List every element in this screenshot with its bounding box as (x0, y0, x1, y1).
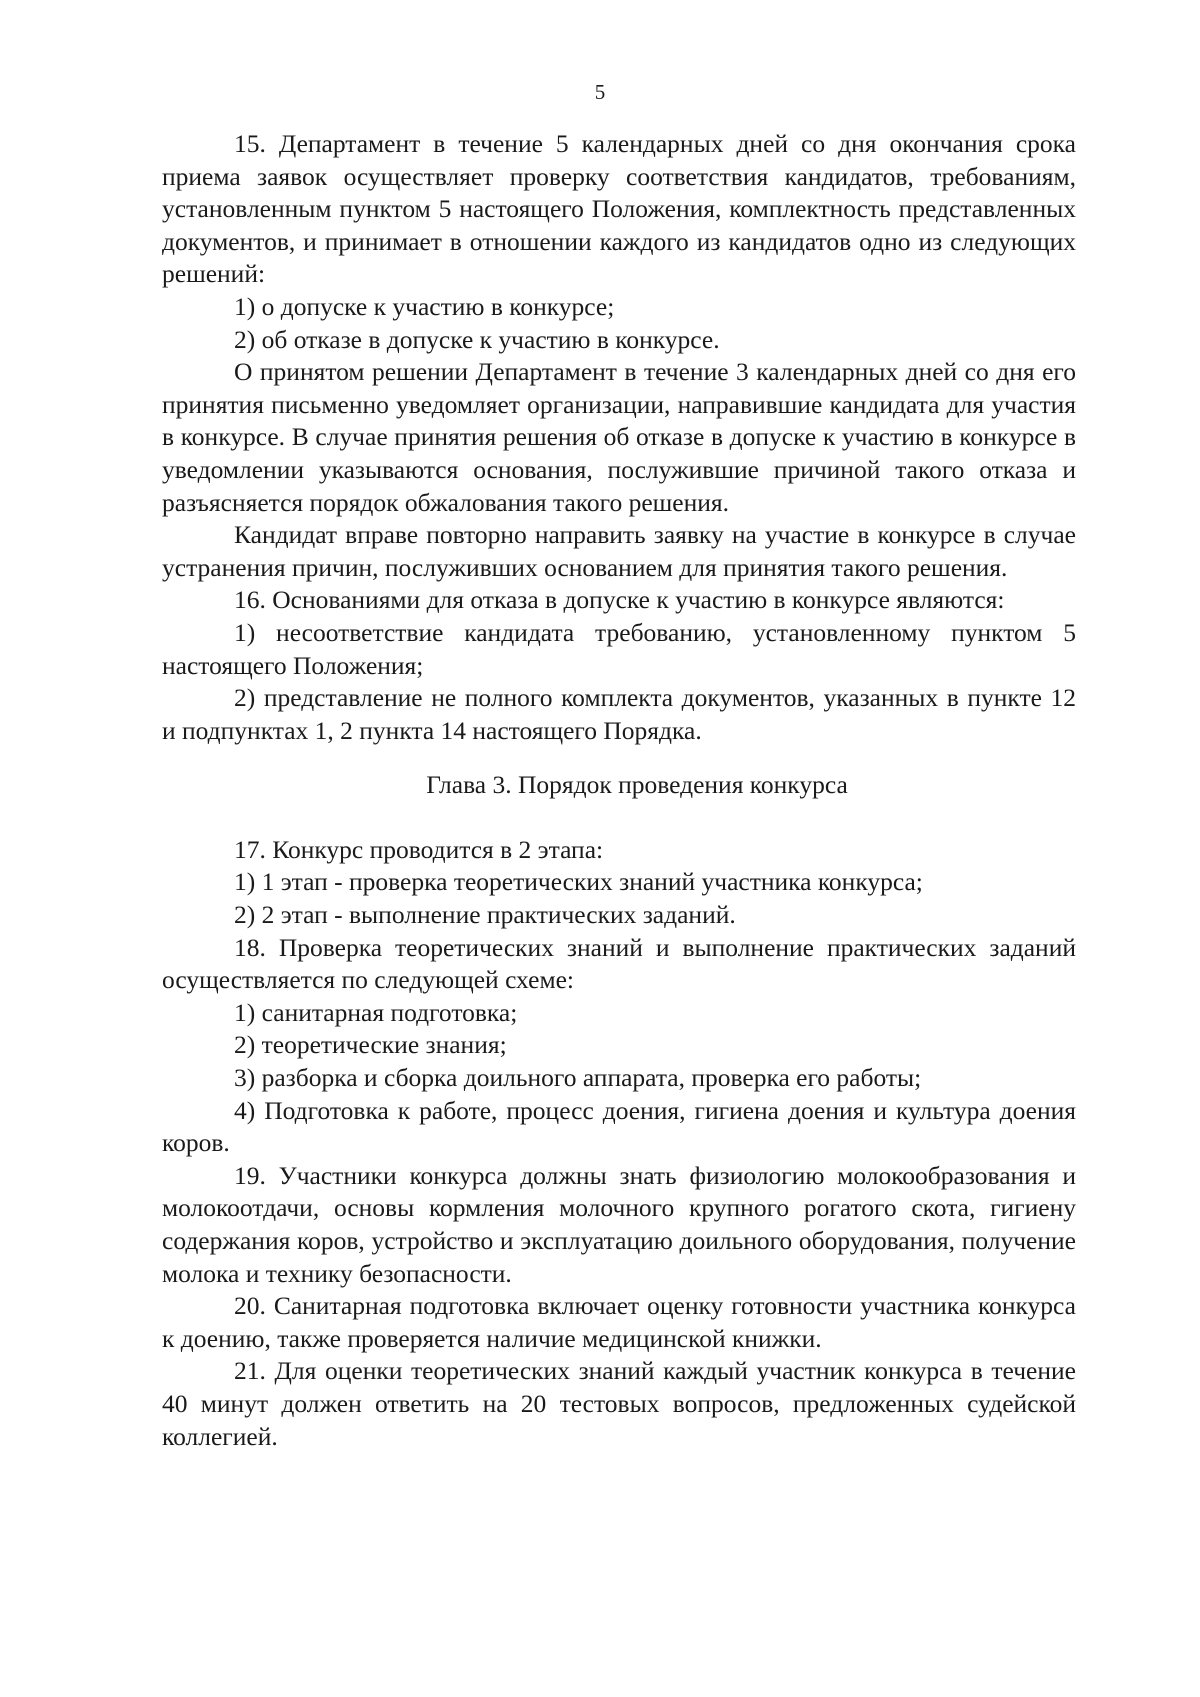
paragraph-19: 19. Участники конкурса должны знать физиологию молокообразования и молокоотдачи, основы кормления молочного крупного рогатого скота, гигиену содержания коров, устройство и эксплуатацию доильного оборудования, получение молока и технику безопасности. (162, 1160, 1076, 1288)
document-body (162, 128, 1076, 1453)
list-item: 1) 1 этап - проверка теоретических знаний участника конкурса; (234, 867, 923, 897)
list-item: 2) теоретические знания; (234, 1030, 507, 1060)
list-item: 1) о допуске к участию в конкурсе; (234, 291, 615, 321)
list-item: 1) санитарная подготовка; (234, 997, 518, 1027)
chapter-heading: Глава 3. Порядок проведения конкурса (426, 770, 848, 800)
paragraph-21: 21. Для оценки теоретических знаний каждый участник конкурса в течение 40 минут должен ответить на 20 тестовых вопросов, предложенных судейской коллегией. (162, 1356, 1076, 1451)
list-item: 2) об отказе в допуске к участию в конкурсе. (234, 324, 720, 354)
paragraph-18: 18. Проверка теоретических знаний и выполнение практических заданий осуществляется по следующей схеме: (162, 932, 1076, 995)
list-item: 3) разборка и сборка доильного аппарата, проверка его работы; (234, 1063, 922, 1093)
page-number: 5 (594, 80, 606, 104)
paragraph-decision-notice: О принятом решении Департамент в течение 3 календарных дней со дня его принятия письменно уведомляет организации, направившие кандидата для участия в конкурсе. В случае принятия решения об отказе в допуске к участию в конкурсе в уведомлении указываются основания, послужившие причиной такого отказа и разъясняется порядок обжалования такого решения. (162, 357, 1076, 517)
paragraph-resubmission: Кандидат вправе повторно направить заявку на участие в конкурсе в случае устранения причин, послуживших основанием для принятия такого решения. (162, 520, 1076, 582)
list-item: 2) представление не полного комплекта документов, указанных в пункте 12 и подпунктах 1, 2 пункта 14 настоящего Порядка. (162, 683, 1076, 745)
paragraph-15: 15. Департамент в течение 5 календарных дней со дня окончания срока приема заявок осуществляет проверку соответствия кандидатов, требованиям, установленным пунктом 5 настоящего Положения, комплектность представленных документов, и принимает в отношении каждого из кандидатов одно из следующих решений: (162, 129, 1076, 289)
paragraph-17: 17. Конкурс проводится в 2 этапа: (234, 834, 604, 864)
list-item: 1) несоответствие кандидата требованию, установленному пунктом 5 настоящего Положения; (162, 617, 1076, 680)
list-item: 2) 2 этап - выполнение практических заданий. (234, 900, 736, 930)
list-item: 4) Подготовка к работе, процесс доения, гигиена доения и культура доения коров. (162, 1095, 1076, 1158)
paragraph-16: 16. Основаниями для отказа в допуске к участию в конкурсе являются: (234, 585, 1005, 615)
paragraph-20: 20. Санитарная подготовка включает оценку готовности участника конкурса к доению, также проверяется наличие медицинской книжки. (162, 1291, 1076, 1353)
